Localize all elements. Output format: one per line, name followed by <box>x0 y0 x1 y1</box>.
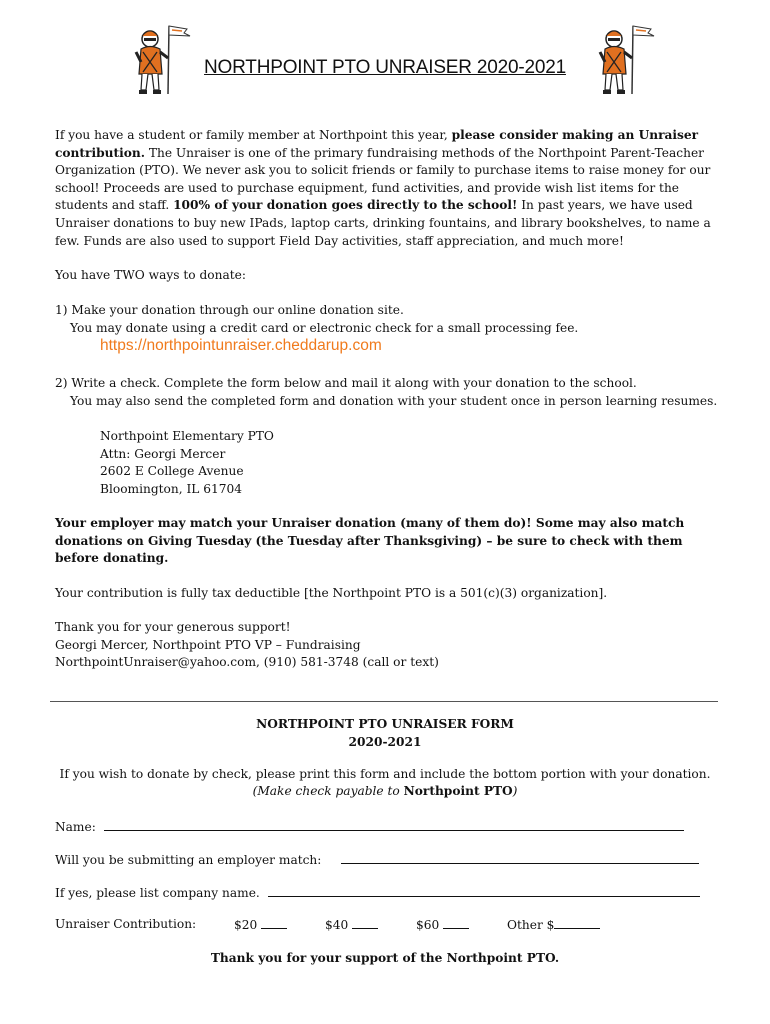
amount-60-label: $60 <box>416 918 440 932</box>
address-line: 2602 E College Avenue <box>100 464 244 479</box>
employer-match-note: Your employer may match your Unraiser donation (many of them do)! Some may also match donations on Giving Tuesday (the Tuesday after Thanksgiving) – be sure to check with them before donating. <box>55 516 685 566</box>
employer-match-row <box>55 851 699 869</box>
company-row <box>55 884 700 902</box>
intro-text: In past years, we have used Unraiser donations to buy new IPads, laptop carts, drinking fountains, and library bookshelves, to name a few. Funds are also used to support Field Day activities, staff appreciation, and much more! <box>55 198 711 248</box>
signoff-line: Thank you for your generous support! <box>55 620 291 634</box>
way-one-line: 1) Make your donation through our online donation site. <box>55 303 404 317</box>
tax-note: Your contribution is fully tax deductible [the Northpoint PTO is a 501(c)(3) organization]. <box>55 586 608 600</box>
intro-emphasis: 100% of your donation goes directly to the school! <box>173 198 518 213</box>
amount-other-label: Other $ <box>507 918 555 932</box>
amount-other-option[interactable] <box>507 916 600 932</box>
way-two-line: 2) Write a check. Complete the form below and mail it along with your donation to the school. <box>55 376 637 390</box>
amount-other-field[interactable] <box>554 916 600 929</box>
amount-60-option[interactable] <box>416 916 469 932</box>
amount-20-field[interactable] <box>261 916 287 929</box>
amount-40-label: $40 <box>325 918 349 932</box>
ways-heading: You have TWO ways to donate: <box>55 268 246 282</box>
intro-paragraph <box>55 127 720 250</box>
payable-name: Northpoint PTO <box>403 784 513 798</box>
employer-match-field[interactable] <box>341 851 699 864</box>
form-year: 2020-2021 <box>348 735 422 749</box>
donation-link[interactable]: https://northpointunraiser.cheddarup.com <box>100 337 382 354</box>
amount-20-option[interactable] <box>234 916 287 932</box>
payable-suffix: ) <box>512 784 518 798</box>
employer-match-label: Will you be submitting an employer match: <box>55 853 322 867</box>
intro-text: If you have a student or family member at Northpoint this year, <box>55 128 448 142</box>
amount-20-label: $20 <box>234 918 258 932</box>
address-line: Attn: Georgi Mercer <box>100 446 226 461</box>
cut-line-divider <box>50 701 718 702</box>
signoff-contact[interactable]: NorthpointUnraiser@yahoo.com, (910) 581-3748 (call or text) <box>55 655 439 670</box>
contribution-label: Unraiser Contribution: <box>55 917 197 931</box>
address-line: Northpoint Elementary PTO <box>100 429 274 443</box>
name-row <box>55 818 684 836</box>
amount-40-option[interactable] <box>325 916 378 932</box>
intro-text: The Unraiser is one of the primary fundraising methods of the Northpoint Parent-Teacher Organization (PTO). We never ask you to solicit friends or family to purchase items to raise money for our school! Proceeds are used to purchase equipment, fund activities, and provide wish list items for the students and staff. <box>55 145 711 213</box>
way-two-detail: You may also send the completed form and donation with your student once in person learning resumes. <box>70 394 718 408</box>
signoff <box>55 619 720 672</box>
way-one-detail: You may donate using a credit card or electronic check for a small processing fee. <box>70 321 579 335</box>
mailing-address <box>100 428 274 498</box>
signoff-line: Georgi Mercer, Northpoint PTO VP – Fundraising <box>55 637 361 652</box>
form-title: NORTHPOINT PTO UNRAISER FORM <box>256 717 514 731</box>
name-label: Name: <box>55 820 96 834</box>
company-label: If yes, please list company name. <box>55 886 260 900</box>
name-field[interactable] <box>104 818 684 831</box>
form-instructions: If you wish to donate by check, please print this form and include the bottom portion with your donation. <box>59 767 711 781</box>
payable-prefix: (Make check payable to <box>252 784 400 798</box>
address-line: Bloomington, IL 61704 <box>100 481 243 496</box>
intro-emphasis: please consider making an Unraiser contribution. <box>55 128 699 160</box>
page-title: NORTHPOINT PTO UNRAISER 2020-2021 <box>204 57 566 78</box>
amount-40-field[interactable] <box>352 916 378 929</box>
form-thanks: Thank you for your support of the Northpoint PTO. <box>210 951 560 965</box>
payable-note <box>0 783 770 801</box>
company-name-field[interactable] <box>268 884 700 897</box>
amount-60-field[interactable] <box>443 916 469 929</box>
